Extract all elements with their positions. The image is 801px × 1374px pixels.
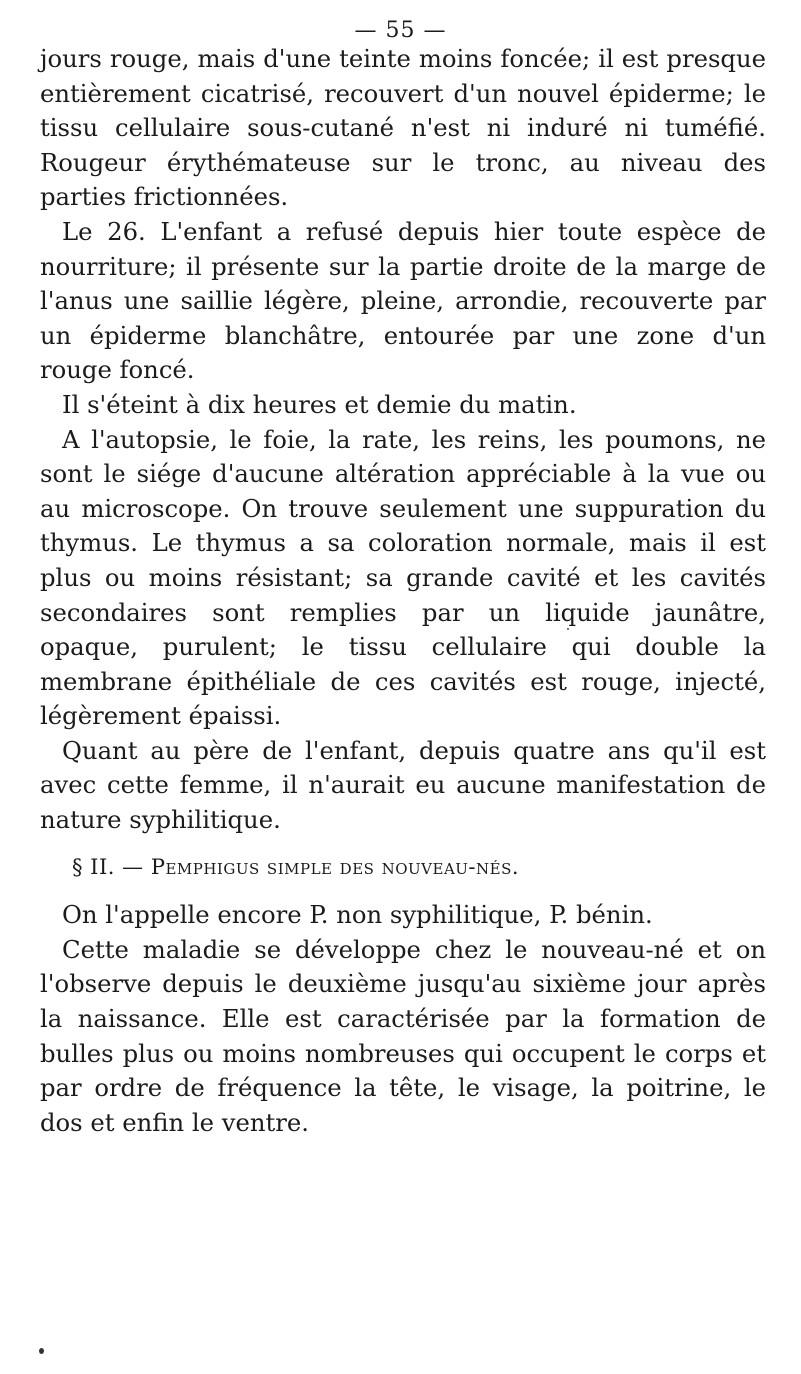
paragraph-le-26: Le 26. L'enfant a refusé depuis hier toute espèce de nourriture; il présente sur la partie droite de la marge de l'anus une saillie légère, pleine, arrondie, recouverte par un épiderme blanchâtre, entourée par une zone d'un rouge foncé. — [40, 216, 766, 385]
print-speck — [567, 628, 569, 630]
page-number: — 55 — — [354, 18, 447, 43]
paragraph-description: Cette maladie se développe chez le nouveau-né et on l'observe depuis le deuxième jusqu'au sixième jour après la naissance. Elle est caractérisée par la formation de bulles plus ou moins nombreuses qui occupent le corps et par ordre de fréquence la tête, le visage, la poitrine, le dos et enfin le ventre. — [40, 934, 766, 1137]
paragraph-other-names: On l'appelle encore P. non syphilitique, P. bénin. — [62, 900, 653, 930]
section-title: Pemphigus simple des nouveau-nés. — [150, 854, 520, 879]
paragraph-continuation: jours rouge, mais d'une teinte moins foncée; il est presque entièrement cicatrisé, recouvert d'un nouvel épiderme; le tissu cellulaire sous-cutané n'est ni induré ni tuméfié. Rougeur érythémateuse sur le tronc, au niveau des parties frictionnées. — [40, 44, 766, 212]
paragraph-death: Il s'éteint à dix heures et demie du matin. — [62, 389, 577, 419]
print-dot — [39, 1348, 44, 1354]
paragraph-autopsy: A l'autopsie, le foie, la rate, les reins, les poumons, ne sont le siége d'aucune altération appréciable à la vue ou au microscope. On trouve seulement une suppuration du thymus. Le thymus a sa coloration normale, mais il est plus ou moins résistant; sa grande cavité et les cavités secondaires sont remplies par un liquide jaunâtre, opaque, purulent; le tissu cellulaire qui double la membrane épithéliale de ces cavités est rouge, injecté, légèrement épaissi. — [40, 424, 766, 731]
section-number: § II. — — [72, 854, 144, 879]
page-body — [40, 42, 766, 1140]
section-heading — [40, 850, 766, 885]
paragraph-father: Quant au père de l'enfant, depuis quatre ans qu'il est avec cette femme, il n'aurait eu aucune manifestation de nature syphilitique. — [40, 735, 766, 835]
